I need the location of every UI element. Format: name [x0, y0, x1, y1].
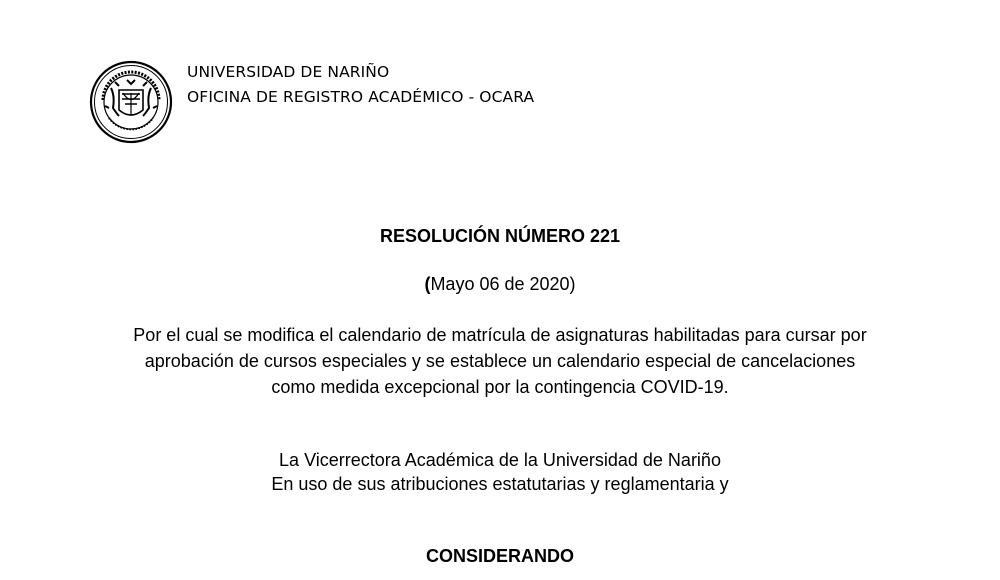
institution-header — [187, 60, 534, 110]
authority-line: En uso de sus atribuciones estatutarias y reglamentaria y — [271, 474, 729, 494]
resolution-title: RESOLUCIÓN NÚMERO 221 — [379, 226, 621, 246]
office-name: OFICINA DE REGISTRO ACADÉMICO - OCARA — [187, 88, 535, 106]
considering-heading: CONSIDERANDO — [425, 546, 574, 566]
date-text: Mayo 06 de 2020) — [430, 274, 576, 294]
summary-line: aprobación de cursos especiales y se establece un calendario especial de cancelaciones — [144, 351, 856, 371]
university-seal-icon — [89, 60, 173, 144]
date-open-paren: ( — [424, 274, 431, 294]
authority-line: La Vicerrectora Académica de la Universidad de Nariño — [279, 450, 721, 470]
summary-line: como medida excepcional por la contingencia COVID-19. — [271, 377, 729, 397]
authority-statement — [0, 448, 1000, 496]
summary-line: Por el cual se modifica el calendario de matrícula de asignaturas habilitadas para cursar por — [133, 325, 867, 345]
resolution-summary — [0, 322, 1000, 400]
resolution-date — [0, 274, 1000, 295]
university-name: UNIVERSIDAD DE NARIÑO — [187, 63, 390, 81]
